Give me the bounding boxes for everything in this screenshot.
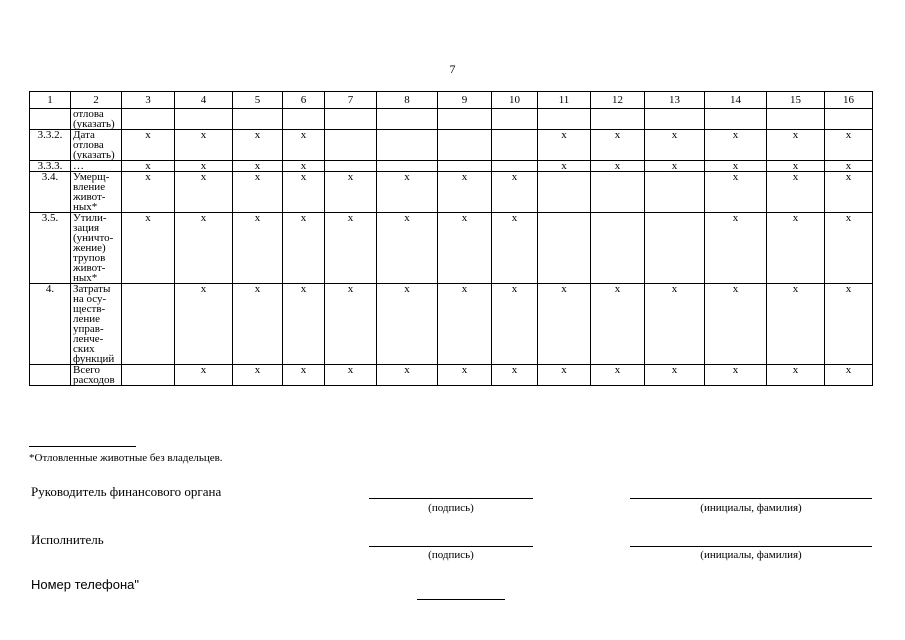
table-cell: x [705, 213, 767, 284]
table-cell: x [538, 130, 591, 161]
head-signature-label: Руководитель финансового органа [31, 484, 222, 499]
table-cell: x [705, 284, 767, 365]
table-cell [122, 284, 175, 365]
table-cell [645, 109, 705, 130]
table-cell: x [825, 161, 873, 172]
table-cell: x [233, 172, 283, 213]
table-cell: x [705, 172, 767, 213]
column-header: 3 [122, 92, 175, 109]
table-cell [591, 109, 645, 130]
table-cell: x [325, 284, 377, 365]
row-code [30, 109, 71, 130]
table-cell: x [175, 284, 233, 365]
table-cell: x [175, 161, 233, 172]
table-cell: x [377, 213, 438, 284]
column-header: 16 [825, 92, 873, 109]
row-code: 4. [30, 284, 71, 365]
row-code: 3.5. [30, 213, 71, 284]
row-code: 3.3.2. [30, 130, 71, 161]
row-name: Дата отлова (указать) [71, 130, 122, 161]
footnote: *Отловленные животные без владельцев. [29, 452, 223, 464]
column-header: 11 [538, 92, 591, 109]
table-row [30, 109, 873, 130]
table-cell: x [705, 365, 767, 386]
table-cell: x [122, 213, 175, 284]
table-cell: x [438, 284, 492, 365]
table-cell [377, 109, 438, 130]
table-cell: x [377, 365, 438, 386]
table-cell: x [825, 284, 873, 365]
table-cell: x [233, 161, 283, 172]
table-cell: x [825, 365, 873, 386]
column-header: 15 [767, 92, 825, 109]
table-cell [175, 109, 233, 130]
head-signature-line [369, 498, 533, 499]
phone-line [417, 599, 505, 600]
column-header: 8 [377, 92, 438, 109]
expense-table [29, 91, 873, 386]
table-row [30, 130, 873, 161]
table-cell: x [705, 161, 767, 172]
executor-name-caption: (инициалы, фамилия) [700, 549, 802, 561]
column-header: 4 [175, 92, 233, 109]
column-header: 1 [30, 92, 71, 109]
table-cell: x [538, 365, 591, 386]
column-header: 7 [325, 92, 377, 109]
table-cell [122, 365, 175, 386]
table-cell: x [377, 172, 438, 213]
column-header: 10 [492, 92, 538, 109]
table-cell [538, 109, 591, 130]
table-cell [325, 161, 377, 172]
executor-signature-line [369, 546, 533, 547]
table-cell [645, 172, 705, 213]
page-number: 7 [449, 62, 456, 76]
table-cell: x [767, 172, 825, 213]
table-cell [825, 109, 873, 130]
table-cell [767, 109, 825, 130]
table-header-row [30, 92, 873, 109]
table-cell: x [767, 130, 825, 161]
table-cell: x [591, 130, 645, 161]
table-cell [705, 109, 767, 130]
phone-label: Номер телефона" [31, 577, 139, 592]
table-cell [438, 109, 492, 130]
row-name: Умерщ-вление живот-ных* [71, 172, 122, 213]
row-code [30, 365, 71, 386]
row-name: … [71, 161, 122, 172]
table-cell: x [492, 213, 538, 284]
table-cell: x [538, 284, 591, 365]
table-cell [122, 109, 175, 130]
row-code: 3.4. [30, 172, 71, 213]
table-cell [325, 130, 377, 161]
table-cell: x [438, 172, 492, 213]
table-cell [283, 109, 325, 130]
table-cell: x [175, 172, 233, 213]
table-cell: x [492, 365, 538, 386]
table-cell [377, 130, 438, 161]
table-cell [538, 213, 591, 284]
executor-signature-caption: (подпись) [428, 549, 474, 561]
table-cell: x [767, 365, 825, 386]
head-name-line [630, 498, 872, 499]
table-cell: x [767, 284, 825, 365]
table-cell: x [591, 365, 645, 386]
table-cell: x [767, 161, 825, 172]
table-cell: x [175, 365, 233, 386]
table-cell: x [377, 284, 438, 365]
table-cell: x [283, 284, 325, 365]
table-cell: x [325, 213, 377, 284]
table-cell: x [122, 172, 175, 213]
table-cell: x [492, 284, 538, 365]
table-cell: x [538, 161, 591, 172]
table-cell [492, 109, 538, 130]
head-name-caption: (инициалы, фамилия) [700, 502, 802, 514]
table-cell: x [233, 130, 283, 161]
table-cell: x [325, 365, 377, 386]
table-cell: x [283, 130, 325, 161]
column-header: 2 [71, 92, 122, 109]
table-cell: x [283, 161, 325, 172]
table-cell [591, 172, 645, 213]
table-cell: x [438, 213, 492, 284]
table-row [30, 213, 873, 284]
footnote-divider [29, 446, 136, 447]
table-cell [645, 213, 705, 284]
table-cell [492, 161, 538, 172]
table-cell: x [645, 130, 705, 161]
table-cell: x [492, 172, 538, 213]
table-cell [377, 161, 438, 172]
column-header: 13 [645, 92, 705, 109]
row-name: Затраты на осу-ществ-ление управ-ленче-ских функций [71, 284, 122, 365]
table-row [30, 284, 873, 365]
column-header: 6 [283, 92, 325, 109]
table-cell [325, 109, 377, 130]
head-signature-caption: (подпись) [428, 502, 474, 514]
table-row [30, 161, 873, 172]
table-row [30, 365, 873, 386]
table-cell [438, 161, 492, 172]
table-cell: x [825, 130, 873, 161]
table-cell: x [767, 213, 825, 284]
table-cell: x [122, 130, 175, 161]
table-cell: x [438, 365, 492, 386]
row-name: отлова (указать) [71, 109, 122, 130]
table-cell: x [325, 172, 377, 213]
table-cell: x [645, 365, 705, 386]
table-cell: x [591, 284, 645, 365]
table-cell [492, 130, 538, 161]
table-cell: x [233, 284, 283, 365]
table-cell [438, 130, 492, 161]
row-name: Утили-зация (уничто-жение) трупов живот-ных* [71, 213, 122, 284]
table-cell [233, 109, 283, 130]
column-header: 5 [233, 92, 283, 109]
table-cell: x [122, 161, 175, 172]
table-cell: x [175, 130, 233, 161]
table-row [30, 172, 873, 213]
table-cell: x [233, 213, 283, 284]
table-cell: x [175, 213, 233, 284]
table-cell: x [283, 213, 325, 284]
executor-name-line [630, 546, 872, 547]
table-cell: x [283, 365, 325, 386]
column-header: 12 [591, 92, 645, 109]
table-cell: x [705, 130, 767, 161]
table-cell: x [645, 161, 705, 172]
table-cell: x [825, 213, 873, 284]
row-name: Всего расходов [71, 365, 122, 386]
row-code: 3.3.3. [30, 161, 71, 172]
table-cell [538, 172, 591, 213]
table-cell: x [591, 161, 645, 172]
column-header: 9 [438, 92, 492, 109]
table-cell: x [233, 365, 283, 386]
column-header: 14 [705, 92, 767, 109]
table-cell [591, 213, 645, 284]
executor-signature-label: Исполнитель [31, 532, 104, 547]
table-cell: x [283, 172, 325, 213]
table-cell: x [645, 284, 705, 365]
table-cell: x [825, 172, 873, 213]
